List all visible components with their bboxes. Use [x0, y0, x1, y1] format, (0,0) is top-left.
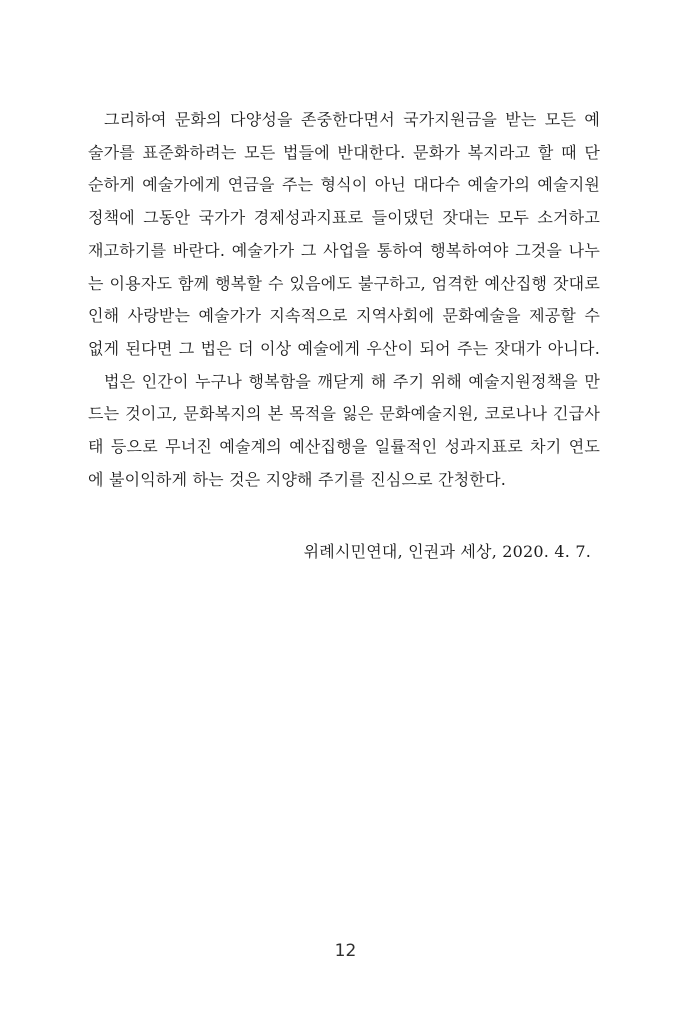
attribution-line: 위례시민연대, 인권과 세상, 2020. 4. 7.: [303, 542, 591, 561]
paragraph-1-line-7: 인해 사랑받는 예술가가 지속적으로 지역사회에 문화예술을 제공할 수: [88, 306, 600, 326]
paragraph-2-line-4: 에 불이익하게 하는 것은 지양해 주기를 진심으로 간청한다.: [88, 469, 507, 489]
paragraph-2-line-1: 법은 인간이 누구나 행복함을 깨닫게 해 주기 위해 예술지원정책을 만: [104, 371, 600, 391]
paragraph-1-line-8: 없게 된다면 그 법은 더 이상 예술에게 우산이 되어 주는 잣대가 아니다.: [88, 338, 600, 358]
body-text: [88, 104, 600, 496]
paragraph-2-line-3: 태 등으로 무너진 예술계의 예산집행을 일률적인 성과지표로 차기 연도: [88, 437, 600, 457]
page-number: 12: [334, 941, 357, 961]
paragraph-1-line-5: 재고하기를 바란다. 예술가가 그 사업을 통하여 행복하여야 그것을 나누: [88, 240, 600, 260]
paragraph-2-line-2: 드는 것이고, 문화복지의 본 목적을 잃은 문화예술지원, 코로나나 긴급사: [88, 404, 600, 424]
paragraph-1-line-4: 정책에 그동안 국가가 경제성과지표로 들이댔던 잣대는 모두 소거하고: [88, 208, 600, 228]
paragraph-1-line-2: 술가를 표준화하려는 모든 법들에 반대한다. 문화가 복지라고 할 때 단: [88, 142, 600, 162]
paragraph-1-line-3: 순하게 예술가에게 연금을 주는 형식이 아닌 대다수 예술가의 예술지원: [88, 175, 600, 195]
paragraph-1-line-6: 는 이용자도 함께 행복할 수 있음에도 불구하고, 엄격한 예산집행 잣대로: [88, 273, 600, 293]
paragraph-1-line-1: 그리하여 문화의 다양성을 존중한다면서 국가지원금을 받는 모든 예: [104, 110, 600, 129]
